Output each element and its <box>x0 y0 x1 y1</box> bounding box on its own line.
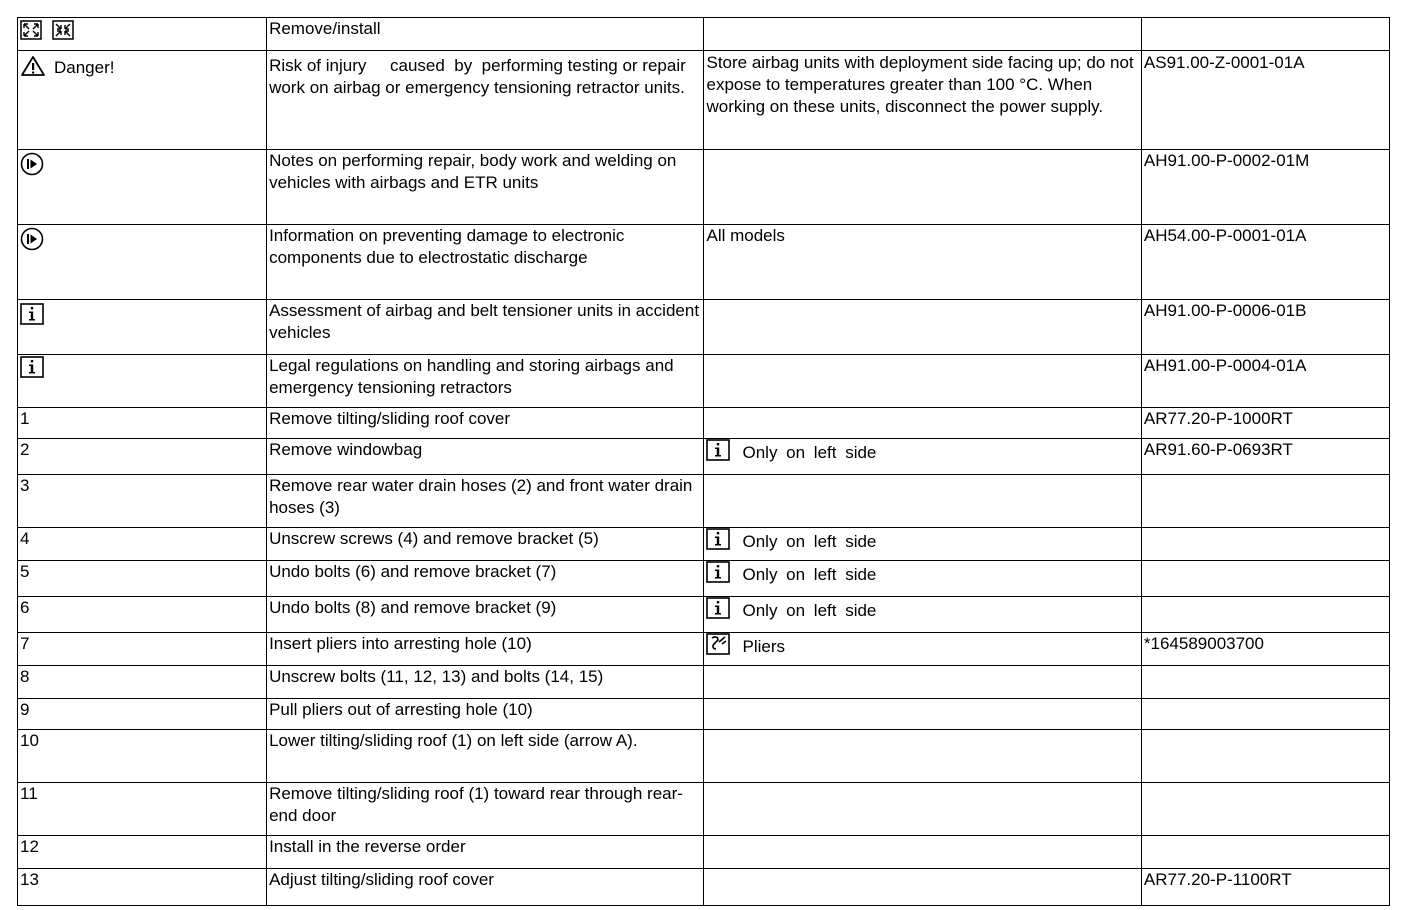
info-description: Assessment of airbag and belt tensioner units in accident vehicles <box>267 300 704 355</box>
info-row <box>18 300 1390 355</box>
step-row <box>18 561 1390 597</box>
step-text: Undo bolts (8) and remove bracket (9) <box>267 597 704 633</box>
step-reference: AR77.20-P-1000RT <box>1141 408 1389 439</box>
step-row <box>18 730 1390 783</box>
step-number: 11 <box>18 783 267 836</box>
step-note: Pliers <box>704 633 1141 666</box>
step-number: 6 <box>18 597 267 633</box>
step-text: Remove tilting/sliding roof cover <box>267 408 704 439</box>
step-number: 10 <box>18 730 267 783</box>
step-number: 7 <box>18 633 267 666</box>
info-icon <box>706 439 730 461</box>
step-number: 3 <box>18 475 267 528</box>
info-reference: AH91.00-P-0006-01B <box>1141 300 1389 355</box>
step-text: Undo bolts (6) and remove bracket (7) <box>267 561 704 597</box>
install-icon <box>52 20 74 40</box>
info-reference: AH91.00-P-0002-01M <box>1141 150 1389 225</box>
step-text: Pull pliers out of arresting hole (10) <box>267 699 704 730</box>
step-note: Only on left side <box>704 597 1141 633</box>
procedure-arrow-icon <box>20 152 44 176</box>
step-row <box>18 597 1390 633</box>
step-row <box>18 699 1390 730</box>
danger-row <box>18 51 1390 150</box>
step-text: Lower tilting/sliding roof (1) on left side (arrow A). <box>267 730 704 783</box>
step-number: 4 <box>18 528 267 561</box>
info-note: All models <box>704 225 1141 300</box>
info-reference: AH91.00-P-0004-01A <box>1141 355 1389 408</box>
step-note: Only on left side <box>704 439 1141 475</box>
step-number: 5 <box>18 561 267 597</box>
step-row <box>18 439 1390 475</box>
step-note: Only on left side <box>704 561 1141 597</box>
info-icon <box>20 303 44 325</box>
info-icon <box>706 561 730 583</box>
header-row <box>18 18 1390 51</box>
warning-triangle-icon <box>20 55 46 77</box>
step-row <box>18 475 1390 528</box>
step-number: 12 <box>18 836 267 869</box>
step-number: 1 <box>18 408 267 439</box>
step-row <box>18 783 1390 836</box>
step-note: Only on left side <box>704 528 1141 561</box>
step-text: Remove rear water drain hoses (2) and front water drain hoses (3) <box>267 475 704 528</box>
info-description: Notes on performing repair, body work and welding on vehicles with airbags and ETR units <box>267 150 704 225</box>
step-text: Unscrew screws (4) and remove bracket (5) <box>267 528 704 561</box>
danger-description: Risk of injury caused by performing testing or repair work on airbag or emergency tensioning retractor units. <box>267 51 704 150</box>
step-text: Install in the reverse order <box>267 836 704 869</box>
remove-icon <box>20 20 42 40</box>
header-icons-cell <box>18 18 267 51</box>
header-label: Remove/install <box>267 18 704 51</box>
step-row <box>18 836 1390 869</box>
info-description: Legal regulations on handling and storing airbags and emergency tensioning retractors <box>267 355 704 408</box>
step-reference: *164589003700 <box>1141 633 1389 666</box>
info-row <box>18 225 1390 300</box>
step-row <box>18 869 1390 906</box>
danger-label: Danger! <box>54 58 115 77</box>
step-text: Adjust tilting/sliding roof cover <box>267 869 704 906</box>
info-icon <box>706 597 730 619</box>
step-reference: AR77.20-P-1100RT <box>1141 869 1389 906</box>
info-icon <box>706 528 730 550</box>
step-number: 2 <box>18 439 267 475</box>
step-number: 13 <box>18 869 267 906</box>
info-reference: AH54.00-P-0001-01A <box>1141 225 1389 300</box>
procedure-arrow-icon <box>20 227 44 251</box>
step-row <box>18 408 1390 439</box>
info-row <box>18 355 1390 408</box>
info-icon <box>20 356 44 378</box>
step-row <box>18 666 1390 699</box>
step-reference: AR91.60-P-0693RT <box>1141 439 1389 475</box>
info-description: Information on preventing damage to electronic components due to electrostatic discharge <box>267 225 704 300</box>
step-number: 9 <box>18 699 267 730</box>
step-row <box>18 633 1390 666</box>
procedure-table <box>17 17 1390 906</box>
step-text: Insert pliers into arresting hole (10) <box>267 633 704 666</box>
step-text: Remove windowbag <box>267 439 704 475</box>
step-number: 8 <box>18 666 267 699</box>
danger-note: Store airbag units with deployment side facing up; do not expose to temperatures greater than 100 °C. When working on these units, disconnect the power supply. <box>704 51 1141 150</box>
step-text: Remove tilting/sliding roof (1) toward rear through rear-end door <box>267 783 704 836</box>
special-tool-icon <box>706 633 730 655</box>
step-row <box>18 528 1390 561</box>
danger-reference: AS91.00-Z-0001-01A <box>1141 51 1389 150</box>
info-row <box>18 150 1390 225</box>
step-text: Unscrew bolts (11, 12, 13) and bolts (14, 15) <box>267 666 704 699</box>
